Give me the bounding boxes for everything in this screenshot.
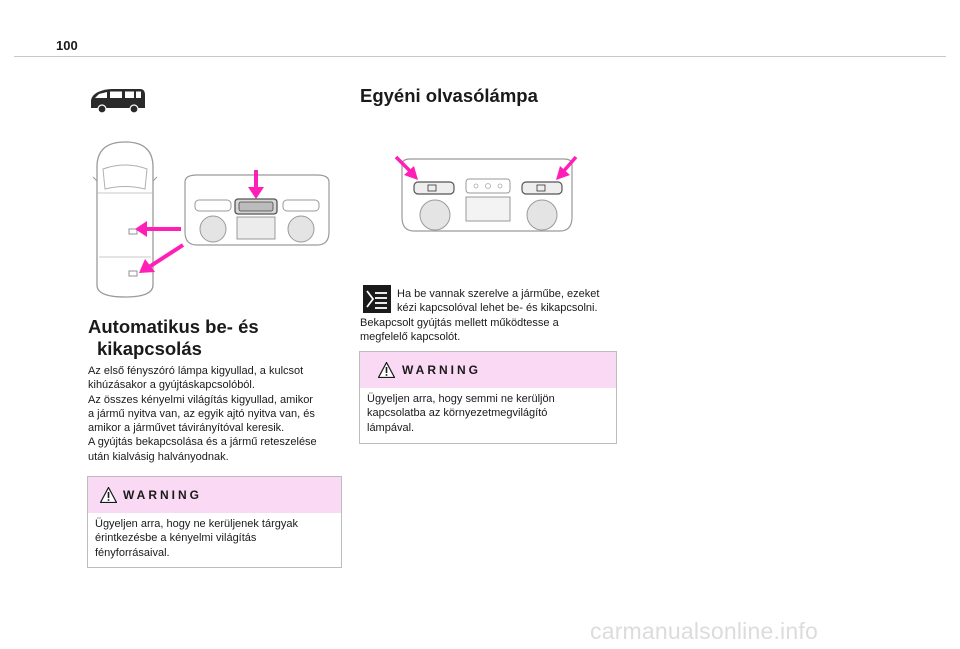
text-line: Ha be vannak szerelve a járműbe, ezeket [397, 288, 600, 300]
text-line: után kialvásig halványodnak. [88, 450, 229, 463]
section-heading-automatic [88, 316, 259, 360]
text-line: megfelelő kapcsolót. [360, 331, 461, 344]
page-number: 100 [56, 38, 78, 53]
text-line: fényforrásaival. [95, 546, 170, 559]
text-line: kézi kapcsolóval lehet be- és kikapcsolni. [397, 302, 598, 315]
text-line: a jármű nyitva van, az egyik ajtó nyitva van, és [88, 407, 315, 420]
text-line: kihúzásakor a gyújtáskapcsolóból. [88, 379, 255, 392]
automatic-body-text [88, 364, 348, 464]
note-text-indented [397, 287, 622, 316]
warning-header [88, 477, 341, 513]
warning-box-right [359, 351, 617, 444]
van-icon [88, 87, 148, 120]
note-text [360, 316, 620, 345]
warning-title: WARNING [123, 488, 202, 502]
warning-text [95, 517, 298, 560]
text-line: Az összes kényelmi világítás kigyullad, amikor [88, 393, 313, 406]
warning-triangle-icon [100, 487, 117, 503]
heading-line-2: kikapcsolás [97, 338, 202, 359]
warning-header [360, 352, 616, 388]
interior-lighting-illustration [85, 137, 345, 307]
note-icon [363, 285, 391, 313]
warning-title: WARNING [402, 363, 481, 377]
warning-text [367, 392, 555, 435]
text-line: Bekapcsolt gyújtás mellett működtesse a [360, 317, 559, 329]
text-line: amikor a járművet távirányítóval keresik. [88, 422, 285, 435]
text-line: Ügyeljen arra, hogy ne kerüljenek tárgyak [95, 518, 299, 530]
text-line: Az első fényszóró lámpa kigyullad, a kulcsot [88, 365, 304, 377]
warning-box-left [87, 476, 342, 568]
heading-line-1: Automatikus be- és [88, 316, 259, 337]
watermark: carmanualsonline.info [590, 618, 818, 644]
section-heading-reading-lamp: Egyéni olvasólámpa [360, 85, 538, 106]
text-line: Ügyeljen arra, hogy semmi ne kerüljön [367, 393, 555, 405]
reading-lamp-illustration [392, 155, 582, 245]
header-divider [14, 56, 946, 57]
text-line: A gyújtás bekapcsolása és a jármű reteszelése [88, 436, 317, 449]
text-line: kapcsolatba az környezetmegvilágító [367, 407, 548, 420]
text-line: érintkezésbe a kényelmi világítás [95, 532, 257, 545]
warning-triangle-icon [378, 362, 395, 378]
text-line: lámpával. [367, 421, 415, 434]
